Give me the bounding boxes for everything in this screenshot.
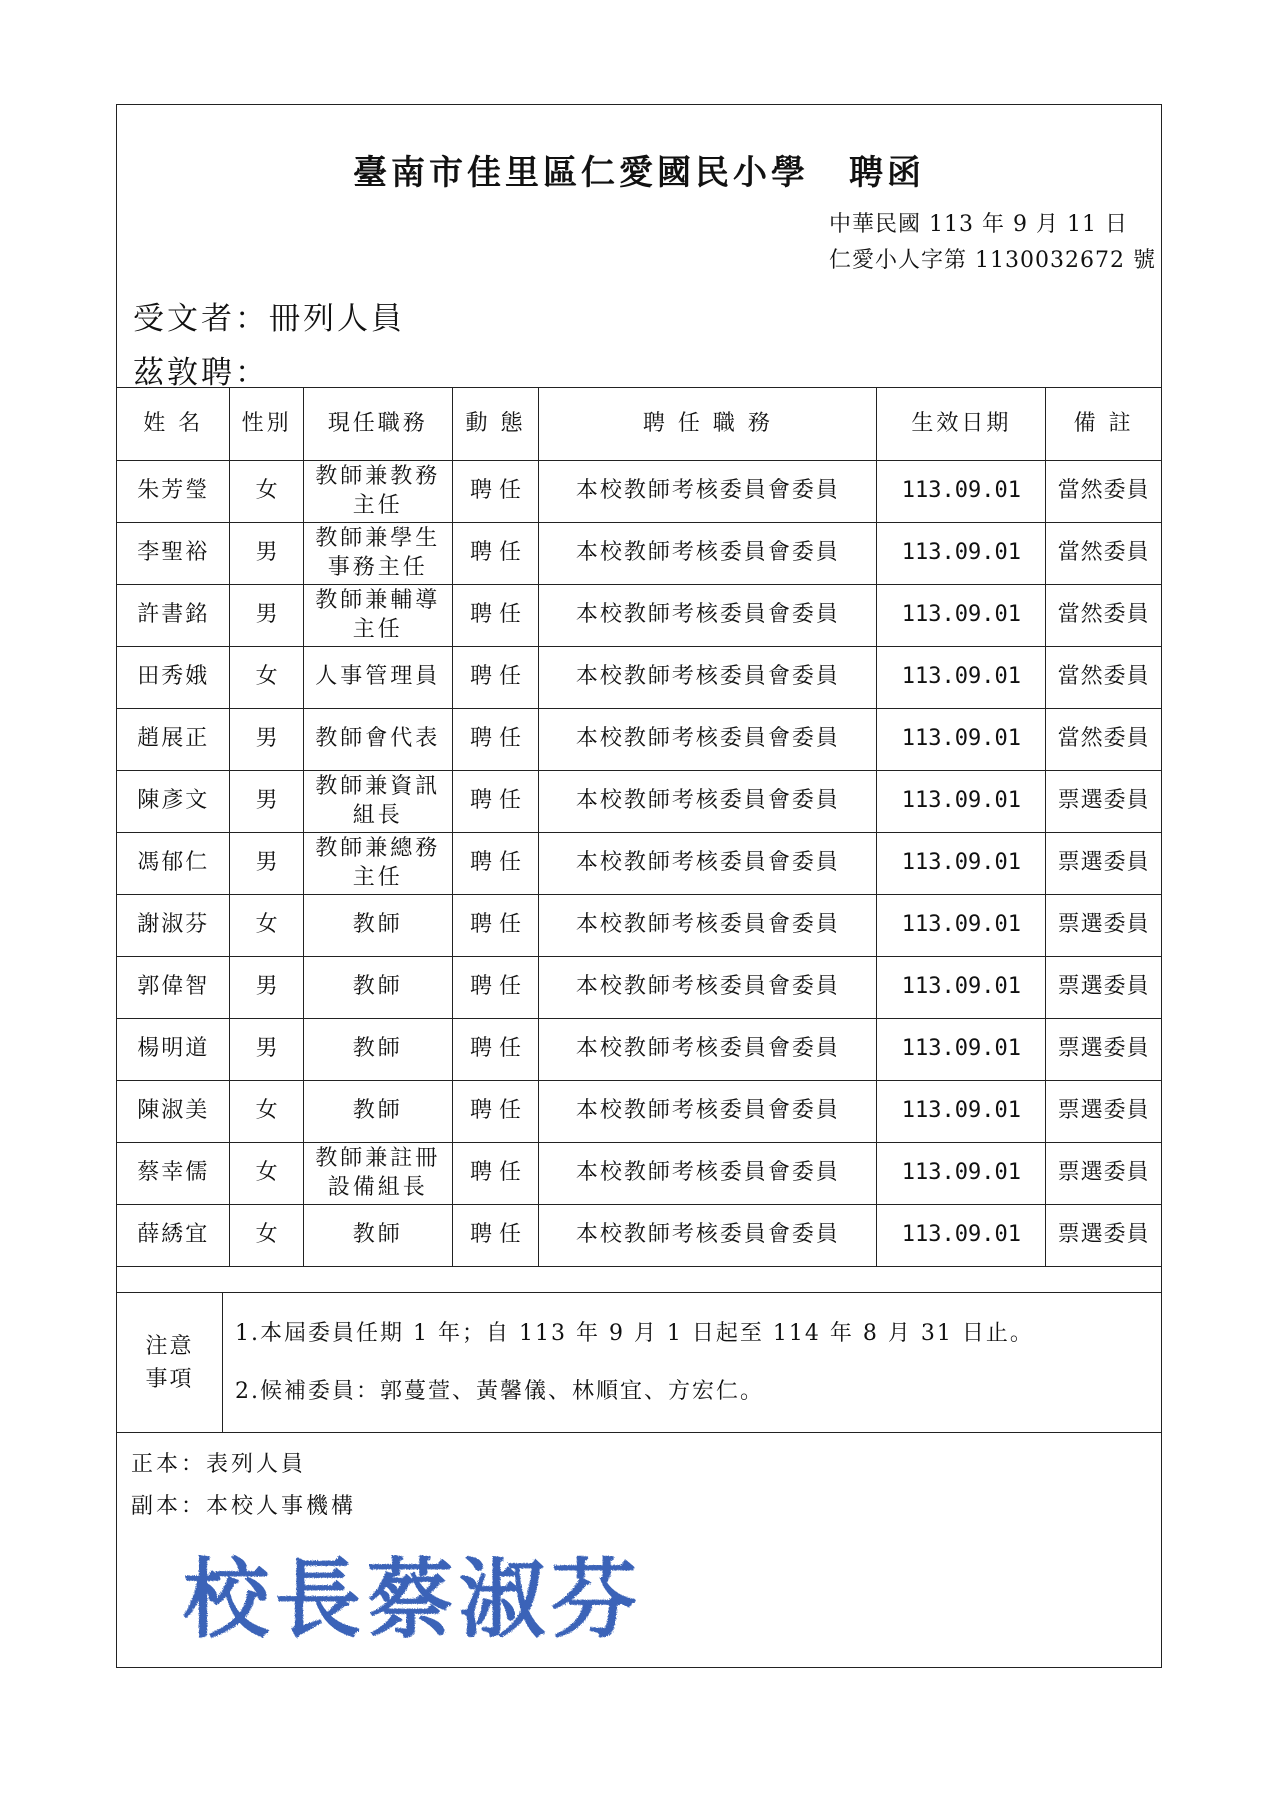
current-position-line: 組長 xyxy=(352,802,403,828)
current-position-line: 教師 xyxy=(352,1098,403,1124)
cell-effective-date: 113.09.01 xyxy=(877,585,1046,647)
cell-appointed-position: 本校教師考核委員會委員 xyxy=(539,647,877,709)
current-position-line: 教師會代表 xyxy=(315,726,441,752)
cell-appointed-position: 本校教師考核委員會委員 xyxy=(539,1081,877,1143)
hereby-appoint: 茲敦聘： xyxy=(133,355,269,391)
cell-gender: 女 xyxy=(230,1143,303,1205)
current-position-line: 教師 xyxy=(352,1222,403,1248)
table-row xyxy=(117,709,1162,771)
cell-name: 陳淑美 xyxy=(117,1081,230,1143)
cell-effective-date: 113.09.01 xyxy=(877,1205,1046,1267)
cell-appointed-position: 本校教師考核委員會委員 xyxy=(539,771,877,833)
cell-action: 聘 任 xyxy=(452,1143,539,1205)
current-position-line: 教師兼輔導 xyxy=(315,587,441,613)
cell-appointed-position: 本校教師考核委員會委員 xyxy=(539,1205,877,1267)
cell-action: 聘 任 xyxy=(452,585,539,647)
cell-appointed-position: 本校教師考核委員會委員 xyxy=(539,957,877,1019)
current-position-line: 教師 xyxy=(352,1036,403,1062)
header-name: 姓 名 xyxy=(117,388,230,461)
cell-current-position xyxy=(303,1019,452,1081)
cell-name: 薛綉宜 xyxy=(117,1205,230,1267)
cell-current-position xyxy=(303,461,452,523)
table-body xyxy=(117,461,1162,1267)
cell-effective-date: 113.09.01 xyxy=(877,647,1046,709)
table-row xyxy=(117,1019,1162,1081)
header-action: 動 態 xyxy=(452,388,539,461)
header-effective-date: 生效日期 xyxy=(877,388,1046,461)
current-position-line: 事務主任 xyxy=(327,554,428,580)
current-position-line: 教師兼註冊 xyxy=(315,1145,441,1171)
cell-remark: 票選委員 xyxy=(1046,771,1162,833)
cell-effective-date: 113.09.01 xyxy=(877,957,1046,1019)
cell-action: 聘 任 xyxy=(452,833,539,895)
cell-gender: 男 xyxy=(230,709,303,771)
cell-gender: 男 xyxy=(230,1019,303,1081)
cell-current-position xyxy=(303,585,452,647)
cell-current-position xyxy=(303,1081,452,1143)
cell-remark: 票選委員 xyxy=(1046,895,1162,957)
cell-effective-date: 113.09.01 xyxy=(877,461,1046,523)
current-position-line: 人事管理員 xyxy=(315,664,441,690)
notes-label-line: 事項 xyxy=(145,1366,194,1392)
current-position-line: 教師兼資訊 xyxy=(315,773,441,799)
header-appointed-position: 聘 任 職 務 xyxy=(539,388,877,461)
cell-remark: 當然委員 xyxy=(1046,523,1162,585)
cell-name: 馮郁仁 xyxy=(117,833,230,895)
notes-label xyxy=(117,1293,223,1433)
cell-action: 聘 任 xyxy=(452,1081,539,1143)
issue-date: 中華民國 113 年 9 月 11 日 xyxy=(829,212,1128,237)
cell-action: 聘 任 xyxy=(452,461,539,523)
cell-effective-date: 113.09.01 xyxy=(877,833,1046,895)
cell-effective-date: 113.09.01 xyxy=(877,523,1046,585)
principal-seal-icon xyxy=(173,1541,733,1651)
duplicate-copy: 副本：本校人事機構 xyxy=(131,1494,357,1519)
cell-remark: 票選委員 xyxy=(1046,957,1162,1019)
note-item-term: 1.本屆委員任期 1 年；自 113 年 9 月 1 日起至 114 年 8 月 31 日止。 xyxy=(235,1321,1034,1347)
cell-effective-date: 113.09.01 xyxy=(877,771,1046,833)
cell-appointed-position: 本校教師考核委員會委員 xyxy=(539,1019,877,1081)
note-item-alternates: 2.候補委員：郭蔓萱、黃馨儀、林順宜、方宏仁。 xyxy=(235,1378,764,1404)
cell-action: 聘 任 xyxy=(452,957,539,1019)
cell-name: 陳彥文 xyxy=(117,771,230,833)
table-row xyxy=(117,1143,1162,1205)
table-row xyxy=(117,1205,1162,1267)
current-position-line: 教師兼教務 xyxy=(315,463,441,489)
cell-gender: 女 xyxy=(230,1205,303,1267)
notes-label-line: 注意 xyxy=(145,1333,194,1359)
table-row xyxy=(117,957,1162,1019)
cell-remark: 當然委員 xyxy=(1046,647,1162,709)
current-position-line: 主任 xyxy=(352,864,403,890)
cell-remark: 票選委員 xyxy=(1046,1019,1162,1081)
cell-name: 朱芳瑩 xyxy=(117,461,230,523)
recipient: 受文者：冊列人員 xyxy=(133,301,405,337)
document-frame xyxy=(116,104,1162,1668)
cell-remark: 票選委員 xyxy=(1046,1143,1162,1205)
cell-remark: 當然委員 xyxy=(1046,585,1162,647)
cell-action: 聘 任 xyxy=(452,1205,539,1267)
cell-gender: 女 xyxy=(230,895,303,957)
cell-gender: 女 xyxy=(230,1081,303,1143)
header-current-position: 現任職務 xyxy=(303,388,452,461)
cell-action: 聘 任 xyxy=(452,709,539,771)
cell-effective-date: 113.09.01 xyxy=(877,895,1046,957)
cell-action: 聘 任 xyxy=(452,523,539,585)
cell-remark: 當然委員 xyxy=(1046,461,1162,523)
cell-remark: 票選委員 xyxy=(1046,833,1162,895)
cell-effective-date: 113.09.01 xyxy=(877,1019,1046,1081)
table-row xyxy=(117,771,1162,833)
table-row xyxy=(117,833,1162,895)
cell-gender: 女 xyxy=(230,647,303,709)
cell-current-position xyxy=(303,771,452,833)
table-row xyxy=(117,895,1162,957)
cell-current-position xyxy=(303,1205,452,1267)
table-row xyxy=(117,585,1162,647)
cell-name: 蔡幸儒 xyxy=(117,1143,230,1205)
cell-appointed-position: 本校教師考核委員會委員 xyxy=(539,895,877,957)
cell-effective-date: 113.09.01 xyxy=(877,1143,1046,1205)
current-position-line: 主任 xyxy=(352,492,403,518)
table-row xyxy=(117,461,1162,523)
cell-current-position xyxy=(303,895,452,957)
notes-table xyxy=(116,1292,1162,1433)
current-position-line: 教師 xyxy=(352,974,403,1000)
reference-number: 仁愛小人字第 1130032672 號 xyxy=(829,248,1156,273)
header-remark: 備 註 xyxy=(1046,388,1162,461)
appointment-table xyxy=(116,387,1162,1267)
cell-action: 聘 任 xyxy=(452,647,539,709)
cell-name: 郭偉智 xyxy=(117,957,230,1019)
cell-appointed-position: 本校教師考核委員會委員 xyxy=(539,523,877,585)
cell-action: 聘 任 xyxy=(452,771,539,833)
cell-gender: 男 xyxy=(230,585,303,647)
original-copy: 正本：表列人員 xyxy=(131,1452,307,1477)
cell-appointed-position: 本校教師考核委員會委員 xyxy=(539,461,877,523)
cell-name: 趙展正 xyxy=(117,709,230,771)
cell-name: 田秀娥 xyxy=(117,647,230,709)
cell-effective-date: 113.09.01 xyxy=(877,709,1046,771)
cell-appointed-position: 本校教師考核委員會委員 xyxy=(539,833,877,895)
table-header-row xyxy=(117,388,1162,461)
cell-current-position xyxy=(303,709,452,771)
current-position-line: 設備組長 xyxy=(327,1174,428,1200)
cell-name: 李聖裕 xyxy=(117,523,230,585)
header-gender: 性別 xyxy=(230,388,303,461)
principal-seal xyxy=(173,1541,733,1655)
current-position-line: 教師兼總務 xyxy=(315,835,441,861)
cell-remark: 當然委員 xyxy=(1046,709,1162,771)
table-row xyxy=(117,1081,1162,1143)
cell-action: 聘 任 xyxy=(452,895,539,957)
title-type: 聘函 xyxy=(849,153,925,193)
current-position-line: 教師 xyxy=(352,912,403,938)
cell-appointed-position: 本校教師考核委員會委員 xyxy=(539,1143,877,1205)
table-row xyxy=(117,647,1162,709)
cell-current-position xyxy=(303,957,452,1019)
cell-gender: 女 xyxy=(230,461,303,523)
cell-gender: 男 xyxy=(230,771,303,833)
table-row xyxy=(117,523,1162,585)
cell-gender: 男 xyxy=(230,833,303,895)
cell-current-position xyxy=(303,523,452,585)
cell-remark: 票選委員 xyxy=(1046,1081,1162,1143)
title-org: 臺南市佳里區仁愛國民小學 xyxy=(353,153,809,193)
cell-gender: 男 xyxy=(230,523,303,585)
current-position-line: 教師兼學生 xyxy=(315,525,441,551)
cell-current-position xyxy=(303,1143,452,1205)
cell-action: 聘 任 xyxy=(452,1019,539,1081)
cell-name: 楊明道 xyxy=(117,1019,230,1081)
cell-name: 謝淑芬 xyxy=(117,895,230,957)
current-position-line: 主任 xyxy=(352,616,403,642)
cell-gender: 男 xyxy=(230,957,303,1019)
cell-name: 許書銘 xyxy=(117,585,230,647)
document-title xyxy=(117,145,1161,194)
cell-appointed-position: 本校教師考核委員會委員 xyxy=(539,709,877,771)
cell-current-position xyxy=(303,833,452,895)
cell-effective-date: 113.09.01 xyxy=(877,1081,1046,1143)
cell-remark: 票選委員 xyxy=(1046,1205,1162,1267)
seal-text: 校長蔡淑芬 xyxy=(183,1549,643,1650)
cell-current-position xyxy=(303,647,452,709)
notes-body xyxy=(223,1293,1162,1433)
cell-appointed-position: 本校教師考核委員會委員 xyxy=(539,585,877,647)
